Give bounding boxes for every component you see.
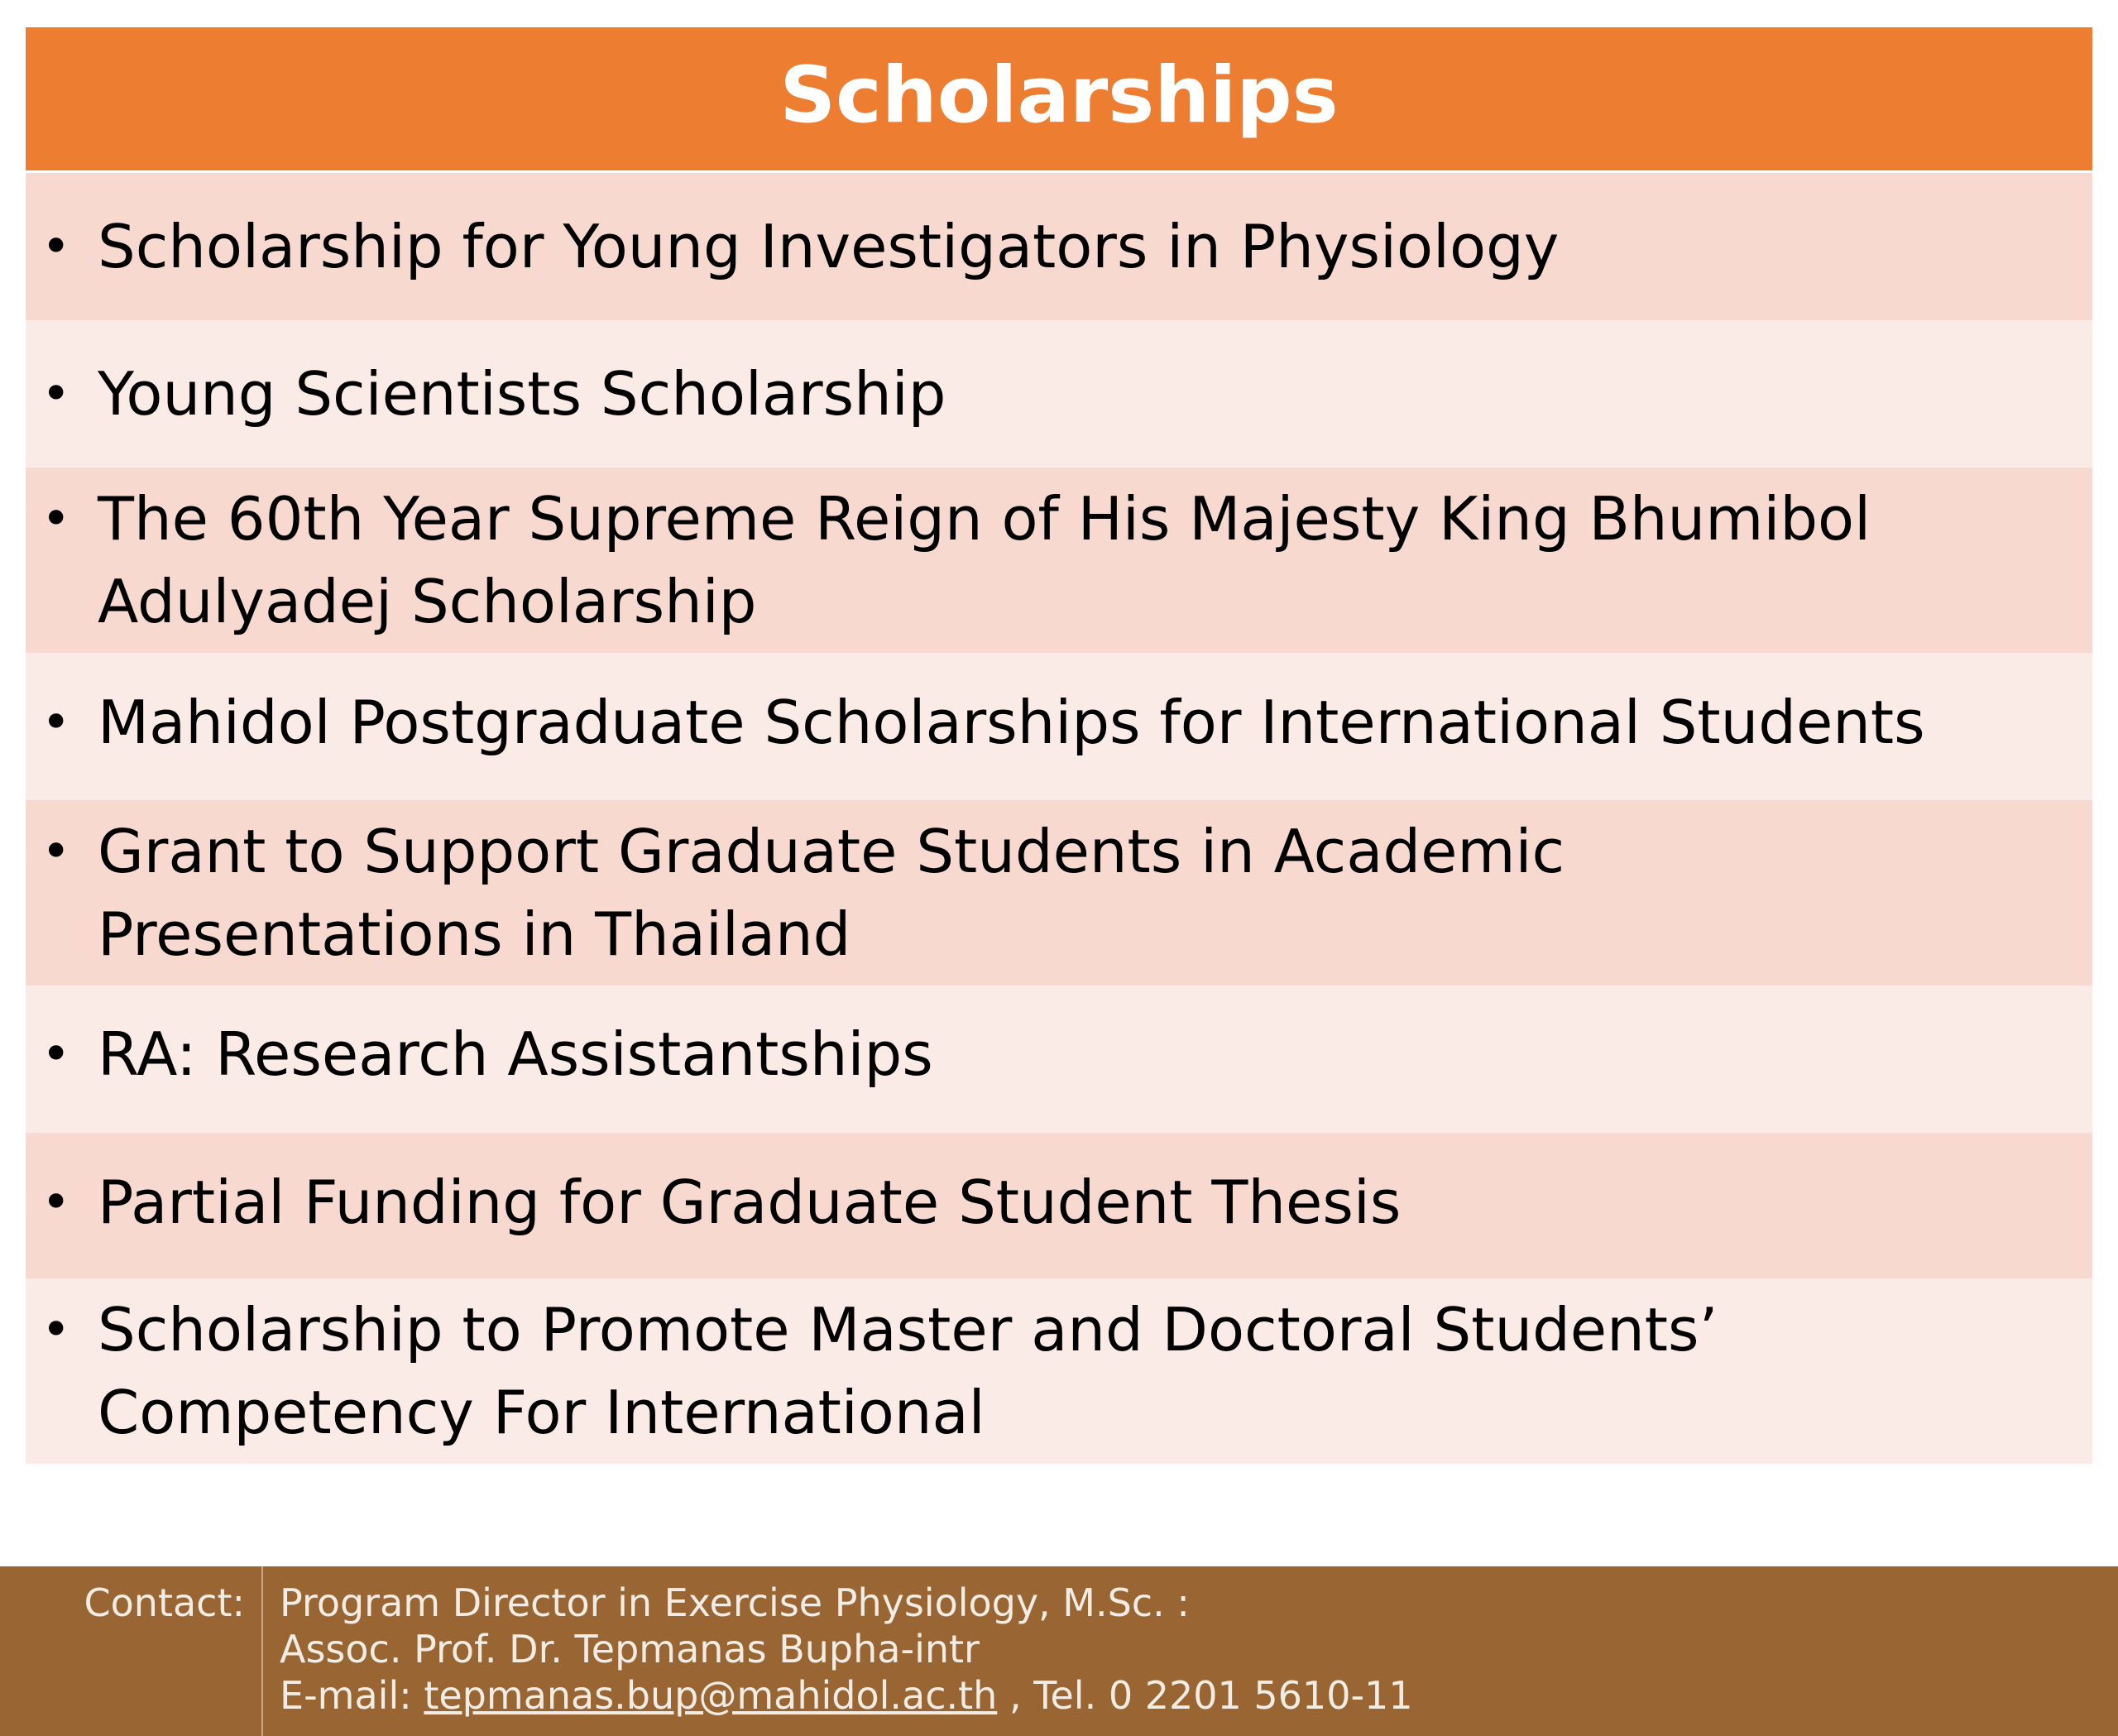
page-title: Scholarships [779, 50, 1339, 141]
director-name-line: Assoc. Prof. Dr. Tepmanas Bupha-intr [280, 1627, 980, 1671]
scholarship-item-text: Grant to Support Graduate Students in Academic [98, 817, 1565, 886]
bullet-icon: • [41, 365, 71, 423]
bullet-icon: • [41, 490, 71, 548]
scholarship-item-text: RA: Research Assistantships [98, 1019, 933, 1089]
scholarship-row [26, 1133, 2092, 1278]
table-header [26, 27, 2092, 173]
contact-details [280, 1580, 1413, 1719]
scholarship-row [26, 1278, 2092, 1464]
scholarship-item-text: Scholarship for Young Investigators in Physiology [98, 212, 1560, 281]
scholarships-table [26, 27, 2092, 1464]
scholarship-item-text: Mahidol Postgraduate Scholarships for International Students [98, 688, 1925, 757]
scholarship-row [26, 800, 2092, 985]
scholarship-item-text: Young Scientists Scholarship [98, 359, 946, 429]
scholarship-item-text: Scholarship to Promote Master and Doctoral Students’ [98, 1295, 1718, 1364]
contact-footer [0, 1566, 2118, 1736]
bullet-icon: • [41, 1025, 71, 1083]
scholarship-item-text: Presentations in Thailand [98, 899, 851, 969]
scholarship-item-text: Competency For International [98, 1378, 985, 1447]
scholarship-item-text: Partial Funding for Graduate Student Thesis [98, 1168, 1402, 1237]
email-prefix: E-mail: [280, 1673, 424, 1718]
scholarship-item-text: The 60th Year Supreme Reign of His Majesty King Bhumibol [98, 484, 1871, 554]
bullet-icon: • [41, 822, 71, 880]
bullet-icon: • [41, 693, 71, 751]
bullet-icon: • [41, 218, 71, 276]
footer-divider [261, 1566, 263, 1736]
email-tel-line [280, 1672, 1413, 1719]
telephone-text: , Tel. 0 2201 5610-11 [997, 1673, 1413, 1718]
scholarship-item-text: Adulyadej Scholarship [98, 567, 757, 636]
program-director-line: Program Director in Exercise Physiology, M.Sc. : [280, 1580, 1190, 1625]
scholarship-row [26, 653, 2092, 800]
scholarship-row [26, 173, 2092, 320]
email-link[interactable]: tepmanas.bup@mahidol.ac.th [424, 1673, 998, 1718]
bullet-icon: • [41, 1173, 71, 1231]
scholarship-row [26, 468, 2092, 653]
bullet-icon: • [41, 1301, 71, 1359]
scholarship-row [26, 320, 2092, 468]
scholarship-row [26, 985, 2092, 1133]
contact-label: Contact: [84, 1580, 245, 1625]
